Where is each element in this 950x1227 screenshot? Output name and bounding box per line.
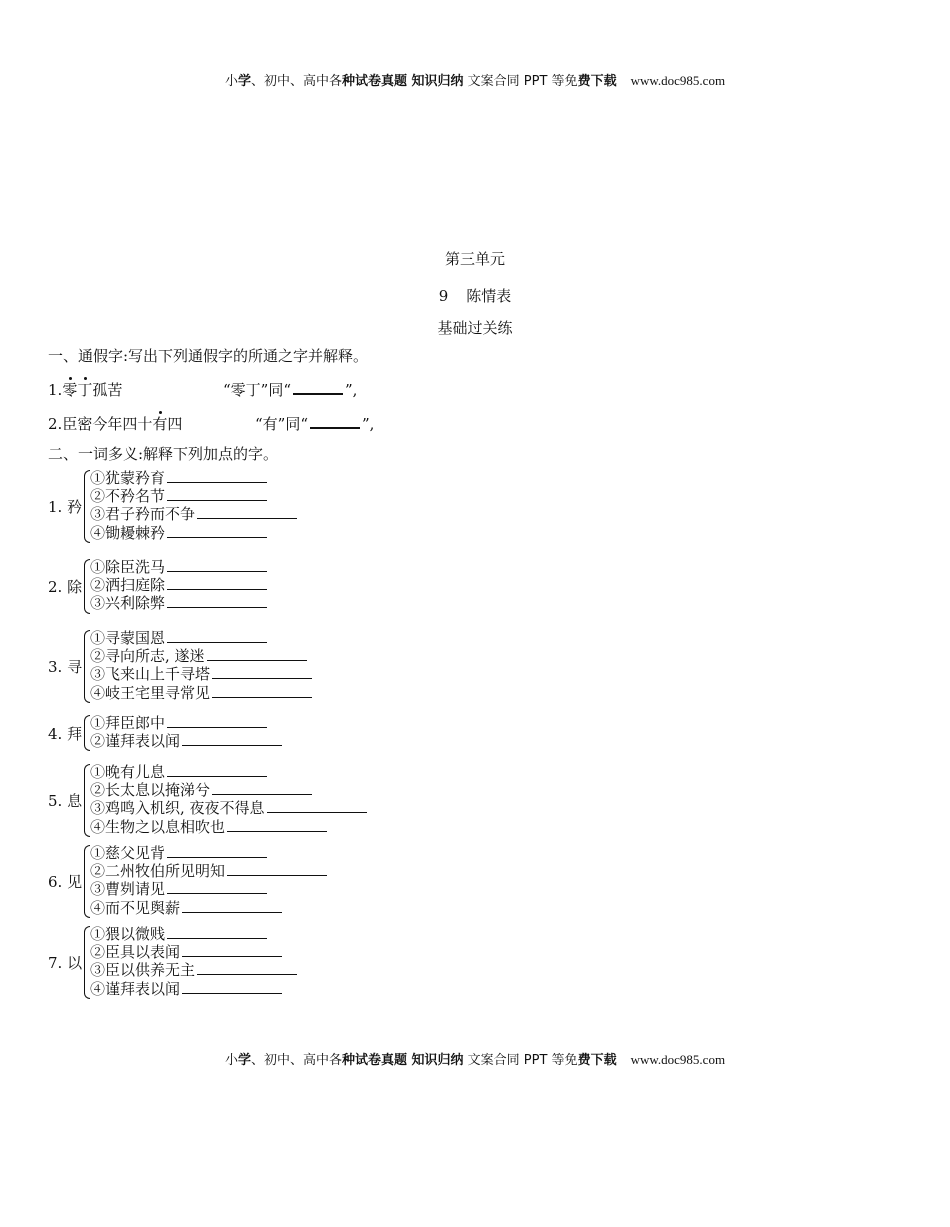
item-text: ③曹刿请见 bbox=[90, 880, 166, 899]
list-item bbox=[90, 925, 297, 943]
answer-blank[interactable] bbox=[167, 594, 267, 608]
phrase-text: 四 bbox=[167, 415, 183, 433]
item-text: ②寻向所志, 遂迷 bbox=[90, 647, 205, 666]
item-text: ①晚有儿息 bbox=[90, 763, 166, 781]
list-item bbox=[90, 899, 327, 917]
answer-blank[interactable] bbox=[197, 505, 297, 519]
item-text: ①拜臣郎中 bbox=[90, 714, 166, 732]
question-number: 2. bbox=[48, 415, 63, 433]
question-prompt-close: ”, bbox=[362, 415, 375, 433]
list-item bbox=[90, 799, 367, 817]
question-number: 1. bbox=[48, 381, 63, 399]
item-text: ④锄耰棘矜 bbox=[90, 523, 166, 542]
banner-text: 小 bbox=[224, 74, 238, 89]
answer-blank[interactable] bbox=[167, 925, 267, 939]
answer-blank[interactable] bbox=[167, 844, 267, 858]
answer-blank[interactable] bbox=[212, 781, 312, 795]
item-text: ②不矜名节 bbox=[90, 487, 166, 506]
list-item bbox=[90, 487, 297, 505]
answer-blank[interactable] bbox=[167, 524, 267, 538]
answer-blank[interactable] bbox=[167, 576, 267, 590]
group-label: 7. 以 bbox=[48, 954, 83, 973]
list-item bbox=[90, 665, 312, 683]
part-one-heading: 一、通假字:写出下列通假字的所通之字并解释。 bbox=[48, 347, 369, 365]
list-item bbox=[90, 732, 282, 750]
banner-site-link[interactable]: www.doc985.com bbox=[630, 1052, 726, 1067]
item-text: ①除臣洗马 bbox=[90, 558, 166, 576]
item-text: ②谨拜表以闻 bbox=[90, 732, 181, 751]
dotted-char: 有 bbox=[152, 415, 168, 433]
group-items bbox=[90, 629, 312, 702]
list-item bbox=[90, 524, 297, 542]
item-text: ②二州牧伯所见明知 bbox=[90, 862, 226, 881]
group-items bbox=[90, 763, 367, 836]
lesson-name: 陈情表 bbox=[466, 287, 512, 305]
group-label: 3. 寻 bbox=[48, 658, 83, 677]
answer-blank[interactable] bbox=[207, 647, 307, 661]
group-label: 5. 息 bbox=[48, 792, 83, 811]
answer-blank[interactable] bbox=[167, 487, 267, 501]
group-items bbox=[90, 844, 327, 917]
item-text: ③飞来山上千寻塔 bbox=[90, 665, 211, 684]
answer-blank[interactable] bbox=[212, 684, 312, 698]
dotted-text bbox=[152, 415, 167, 433]
banner-text: 费下载 bbox=[577, 1053, 617, 1068]
dotted-text bbox=[62, 381, 92, 399]
list-item bbox=[90, 763, 367, 781]
group-label: 6. 见 bbox=[48, 873, 83, 892]
list-item bbox=[90, 862, 327, 880]
item-text: ①猥以微贱 bbox=[90, 925, 166, 943]
answer-blank[interactable] bbox=[167, 558, 267, 572]
item-text: ③鸡鸣入机织, 夜夜不得息 bbox=[90, 799, 265, 818]
answer-blank[interactable] bbox=[227, 862, 327, 876]
answer-blank[interactable] bbox=[293, 379, 343, 395]
dotted-char: 零 bbox=[62, 381, 78, 399]
answer-blank[interactable] bbox=[167, 880, 267, 894]
answer-blank[interactable] bbox=[182, 732, 282, 746]
item-text: ④岐王宅里寻常见 bbox=[90, 683, 211, 702]
list-item bbox=[90, 505, 297, 523]
banner-text: 费下载 bbox=[577, 74, 617, 89]
group-items bbox=[90, 558, 267, 613]
item-text: ④而不见舆薪 bbox=[90, 898, 181, 917]
list-item bbox=[90, 558, 267, 576]
question-2 bbox=[48, 413, 374, 434]
lesson-title bbox=[0, 285, 950, 306]
answer-blank[interactable] bbox=[182, 943, 282, 957]
banner-text: 种试卷真题 bbox=[341, 74, 407, 89]
list-item bbox=[90, 943, 297, 961]
group-label: 4. 拜 bbox=[48, 725, 83, 744]
banner-text: 小 bbox=[224, 1053, 238, 1068]
dotted-char: 丁 bbox=[77, 381, 93, 399]
list-item bbox=[90, 594, 267, 612]
banner-text: 学 bbox=[237, 74, 251, 89]
group-items bbox=[90, 925, 297, 998]
answer-blank[interactable] bbox=[227, 818, 327, 832]
banner-text: 学 bbox=[237, 1053, 251, 1068]
answer-blank[interactable] bbox=[167, 469, 267, 483]
list-item bbox=[90, 781, 367, 799]
list-item bbox=[90, 629, 312, 647]
answer-blank[interactable] bbox=[167, 629, 267, 643]
phrase-text: 臣密今年四十 bbox=[62, 415, 153, 433]
item-text: ③君子矜而不争 bbox=[90, 505, 196, 524]
banner-text: 种试卷真题 bbox=[341, 1053, 407, 1068]
item-text: ④生物之以息相吹也 bbox=[90, 817, 226, 836]
banner-text: 知识归纳 bbox=[407, 74, 464, 89]
item-text: ③兴利除弊 bbox=[90, 594, 166, 613]
unit-title: 第三单元 bbox=[444, 250, 505, 268]
question-phrase bbox=[48, 413, 255, 434]
list-item bbox=[90, 961, 297, 979]
footer-banner bbox=[0, 1049, 950, 1068]
answer-blank[interactable] bbox=[197, 961, 297, 975]
answer-blank[interactable] bbox=[167, 714, 267, 728]
banner-text: 文案合同 PPT 等免 bbox=[463, 74, 578, 89]
list-item bbox=[90, 714, 282, 732]
question-prompt: “有”同“ bbox=[255, 415, 309, 433]
item-text: ①慈父见背 bbox=[90, 844, 166, 862]
answer-blank[interactable] bbox=[167, 763, 267, 777]
list-item bbox=[90, 880, 327, 898]
item-text: ②洒扫庭除 bbox=[90, 576, 166, 595]
answer-blank[interactable] bbox=[182, 980, 282, 994]
banner-text: 知识归纳 bbox=[407, 1053, 464, 1068]
question-prompt: “零丁”同“ bbox=[223, 381, 292, 399]
section-title: 基础过关练 bbox=[437, 319, 513, 337]
header-banner bbox=[0, 70, 950, 89]
group-items bbox=[90, 469, 297, 542]
item-text: ②臣具以表闻 bbox=[90, 943, 181, 962]
banner-text: 文案合同 PPT 等免 bbox=[463, 1053, 578, 1068]
banner-text: 、初中、高中各 bbox=[250, 74, 342, 89]
part-two-heading: 二、一词多义:解释下列加点的字。 bbox=[48, 445, 279, 463]
item-text: ②长太息以掩涕兮 bbox=[90, 781, 211, 800]
group-label: 1. 矜 bbox=[48, 498, 83, 517]
question-prompt-close: ”, bbox=[345, 381, 358, 399]
list-item bbox=[90, 684, 312, 702]
item-text: ①寻蒙国恩 bbox=[90, 629, 166, 647]
banner-site-link[interactable]: www.doc985.com bbox=[630, 73, 726, 88]
answer-blank[interactable] bbox=[212, 665, 312, 679]
answer-blank[interactable] bbox=[310, 413, 360, 429]
list-item bbox=[90, 818, 367, 836]
item-text: ③臣以供养无主 bbox=[90, 961, 196, 980]
answer-blank[interactable] bbox=[267, 799, 367, 813]
list-item bbox=[90, 980, 297, 998]
list-item bbox=[90, 469, 297, 487]
item-text: ①犹蒙矜育 bbox=[90, 469, 166, 487]
group-label: 2. 除 bbox=[48, 578, 83, 597]
group-items bbox=[90, 714, 282, 750]
list-item bbox=[90, 647, 312, 665]
item-text: ④谨拜表以闻 bbox=[90, 979, 181, 998]
list-item bbox=[90, 576, 267, 594]
question-1 bbox=[48, 379, 357, 400]
banner-text: 、初中、高中各 bbox=[250, 1053, 342, 1068]
list-item bbox=[90, 844, 327, 862]
lesson-number: 9 bbox=[438, 287, 449, 305]
phrase-text: 孤苦 bbox=[92, 381, 123, 399]
answer-blank[interactable] bbox=[182, 899, 282, 913]
question-phrase bbox=[48, 379, 223, 400]
